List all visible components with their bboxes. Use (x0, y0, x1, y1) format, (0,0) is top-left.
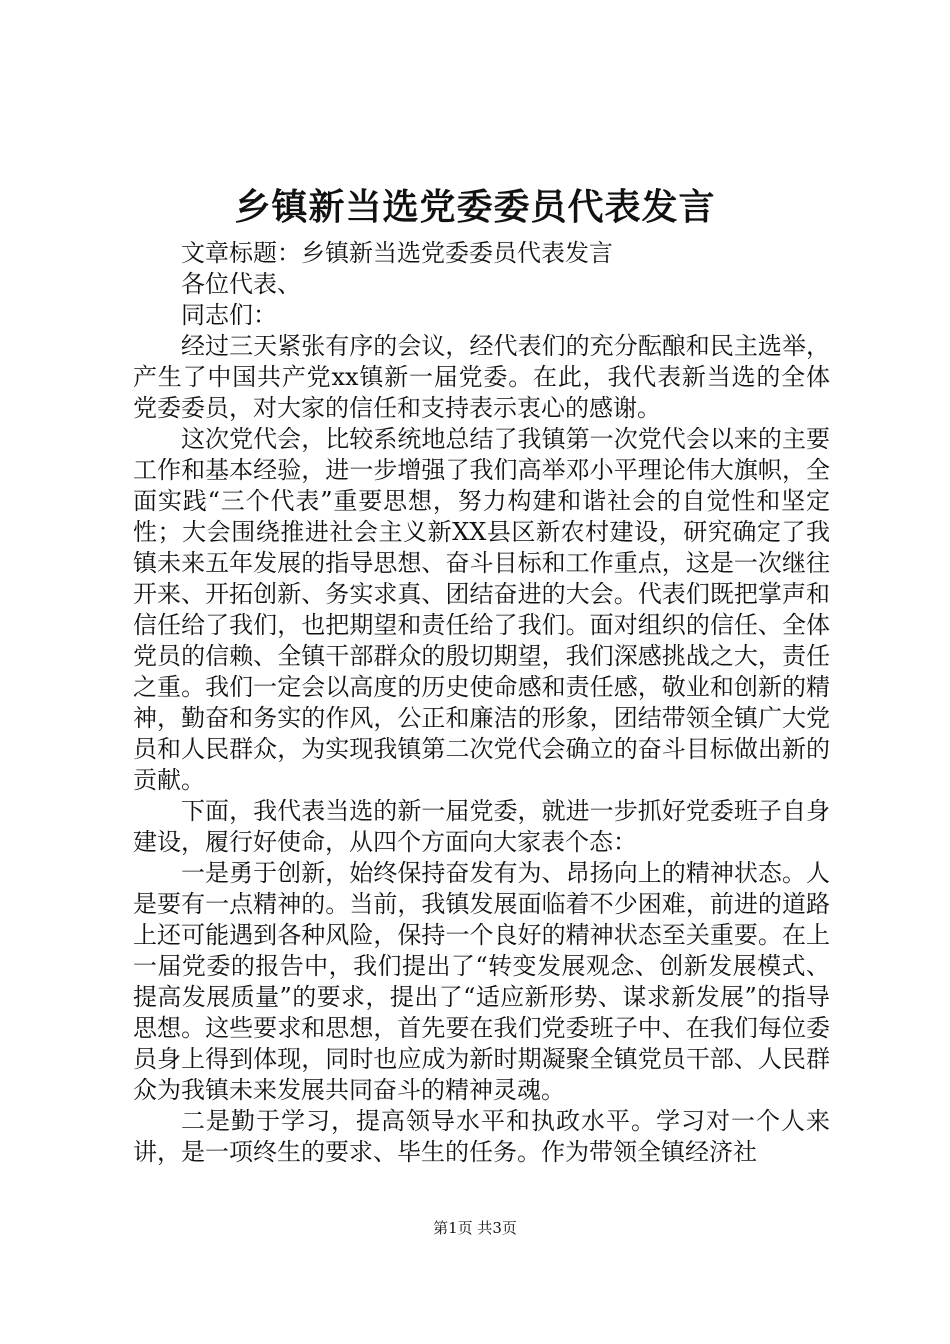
paragraph-commitment-learning: 二是勤于学习，提高领导水平和执政水平。学习对一个人来讲，是一项终生的要求、毕生的任务。作为带领全镇经济社 (133, 1107, 830, 1166)
paragraph-article-title: 文章标题：乡镇新当选党委委员代表发言 (181, 239, 613, 267)
document-body (133, 238, 830, 1168)
page-number-footer: 第1页 共3页 (433, 1219, 517, 1237)
paragraph-salutation-delegates: 各位代表、 (181, 270, 301, 298)
paragraph-congress-summary: 这次党代会，比较系统地总结了我镇第一次党代会以来的主要工作和基本经验，进一步增强了我们高举邓小平理论伟大旗帜，全面实践“三个代表”重要思想，努力构建和谐社会的自觉性和坚定性；大会围绕推进社会主义新XX县区新农村建设，研究确定了我镇未来五年发展的指导思想、奋斗目标和工作重点，这是一次继往开来、开拓创新、务实求真、团结奋进的大会。代表们既把掌声和信任给了我们，也把期望和责任给了我们。面对组织的信任、全体党员的信赖、全镇干部群众的殷切期望，我们深感挑战之大，责任之重。我们一定会以高度的历史使命感和责任感，敬业和创新的精神，勤奋和务实的作风，公正和廉洁的形象，团结带领全镇广大党员和人民群众，为实现我镇第二次党代会确立的奋斗目标做出新的贡献。 (133, 425, 830, 794)
paragraph-commitments-intro: 下面，我代表当选的新一届党委，就进一步抓好党委班子自身建设，履行好使命，从四个方面向大家表个态： (133, 797, 830, 856)
paragraph-salutation-comrades: 同志们： (181, 301, 277, 329)
paragraph-thanks: 经过三天紧张有序的会议，经代表们的充分酝酿和民主选举，产生了中国共产党xx镇新一届党委。在此，我代表新当选的全体党委委员，对大家的信任和支持表示衷心的感谢。 (133, 332, 830, 422)
paragraph-commitment-innovation: 一是勇于创新，始终保持奋发有为、昂扬向上的精神状态。人是要有一点精神的。当前，我镇发展面临着不少困难，前进的道路上还可能遇到各种风险，保持一个良好的精神状态至关重要。在上一届党委的报告中，我们提出了“转变发展观念、创新发展模式、提高发展质量”的要求，提出了“适应新形势、谋求新发展”的指导思想。这些要求和思想，首先要在我们党委班子中、在我们每位委员身上得到体现，同时也应成为新时期凝聚全镇党员干部、人民群众为我镇未来发展共同奋斗的精神灵魂。 (133, 859, 830, 1104)
document-title: 乡镇新当选党委委员代表发言 (234, 186, 716, 228)
